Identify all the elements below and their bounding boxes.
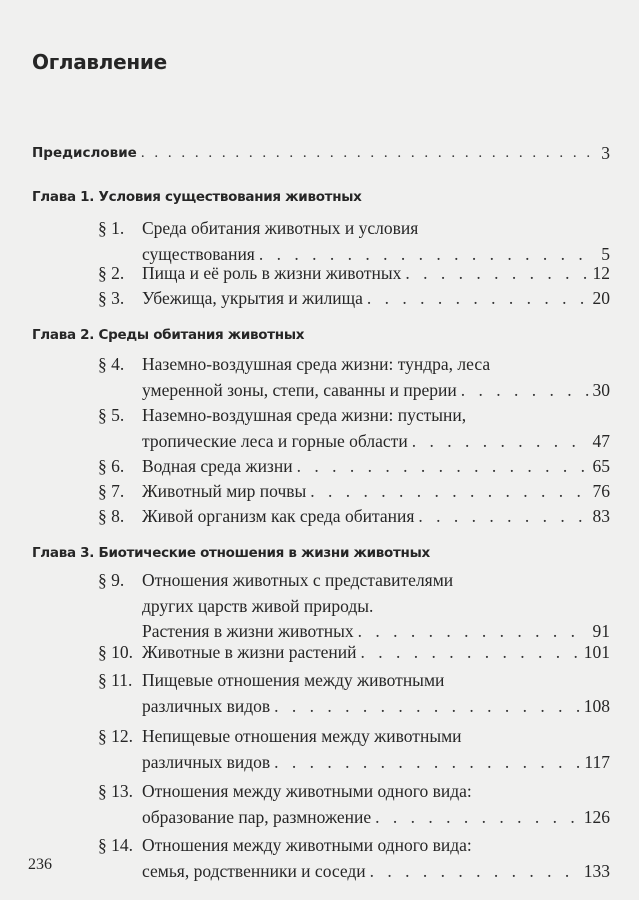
dot-leader <box>274 750 580 776</box>
chapter-heading: Глава 2. Среды обитания животных <box>32 327 305 343</box>
page-ref: 3 <box>601 143 610 163</box>
dot-leader <box>310 479 588 505</box>
page-number: 236 <box>28 856 52 873</box>
dot-leader <box>141 142 597 164</box>
section-title-line: семья, родственники и соседи <box>142 860 366 881</box>
page-ref: 20 <box>592 288 610 308</box>
toc-entry[interactable] <box>98 403 610 454</box>
section-title-line: Отношения между животными одного вида: <box>142 781 472 801</box>
page-ref: 133 <box>583 860 610 881</box>
toc-entry[interactable] <box>98 216 610 267</box>
toc-entry[interactable] <box>98 352 610 403</box>
toc-entry[interactable] <box>98 286 610 312</box>
section-title-line: умеренной зоны, степи, саванны и прерии <box>142 379 457 400</box>
chapter-heading: Глава 3. Биотические отношения в жизни животных <box>32 545 430 561</box>
section-number: § 8. <box>98 506 125 526</box>
section-number: § 13. <box>98 781 133 801</box>
toc-entry[interactable] <box>98 454 610 480</box>
dot-leader <box>297 454 589 480</box>
toc-entry[interactable] <box>98 640 610 666</box>
section-title-line: других царств живой природы. <box>142 595 374 616</box>
section-title-line: Отношения между животными одного вида: <box>142 835 472 855</box>
section-title-line: Наземно-воздушная среда жизни: пустыни, <box>142 405 467 425</box>
section-title-line: Водная среда жизни <box>142 456 293 476</box>
dot-leader <box>418 504 588 530</box>
toc-title: Оглавление <box>32 50 167 74</box>
dot-leader <box>367 286 589 312</box>
section-title-line: Пищевые отношения между животными <box>142 670 445 690</box>
page-ref: 117 <box>584 751 610 772</box>
section-title-line: Отношения животных с представителями <box>142 570 454 590</box>
page-ref: 30 <box>592 379 610 400</box>
section-number: § 5. <box>98 405 125 425</box>
section-title-line: Среда обитания животных и условия <box>142 218 419 238</box>
page-ref: 91 <box>592 621 610 641</box>
dot-leader <box>461 378 589 404</box>
section-title-line: существования <box>142 243 255 264</box>
page-ref: 101 <box>583 642 610 662</box>
page-ref: 65 <box>592 456 610 476</box>
section-number: § 3. <box>98 288 125 308</box>
dot-leader <box>405 261 588 287</box>
section-number: § 6. <box>98 456 125 476</box>
toc-entry[interactable] <box>98 261 610 287</box>
section-title-line: Пища и её роль в жизни животных <box>142 263 402 283</box>
section-title-line: Непищевые отношения между животными <box>142 726 462 746</box>
section-number: § 14. <box>98 835 133 855</box>
page-ref: 83 <box>592 506 610 526</box>
page-ref: 126 <box>583 806 610 827</box>
toc-entry[interactable] <box>98 724 610 775</box>
page-ref: 76 <box>592 481 610 501</box>
section-title-line: Наземно-воздушная среда жизни: тундра, леса <box>142 354 491 374</box>
toc-entry[interactable] <box>98 568 610 645</box>
toc-entry[interactable] <box>98 668 610 719</box>
section-title-line: Убежища, укрытия и жилища <box>142 288 363 308</box>
page-ref: 108 <box>583 695 610 716</box>
section-title-line: Животные в жизни растений <box>142 642 357 662</box>
toc-entry-preface[interactable] <box>32 142 610 164</box>
section-number: § 7. <box>98 481 125 501</box>
page-ref: 12 <box>592 263 610 283</box>
section-number: § 11. <box>98 670 133 690</box>
toc-entry[interactable] <box>98 779 610 830</box>
section-title-line: Растения в жизни животных <box>142 621 354 641</box>
preface-label: Предисловие <box>32 145 137 161</box>
section-title-line: тропические леса и горные области <box>142 430 408 451</box>
section-title-line: Живой организм как среда обитания <box>142 506 415 526</box>
section-number: § 2. <box>98 263 125 283</box>
section-number: § 9. <box>98 570 125 590</box>
toc-entry[interactable] <box>98 833 610 884</box>
chapter-heading: Глава 1. Условия существования животных <box>32 189 362 205</box>
section-title-line: различных видов <box>142 695 271 716</box>
dot-leader <box>375 805 580 831</box>
dot-leader <box>361 640 580 666</box>
section-number: § 4. <box>98 354 125 374</box>
page-ref: 47 <box>592 430 610 451</box>
dot-leader <box>370 859 580 885</box>
toc-entry[interactable] <box>98 479 610 505</box>
section-title-line: Животный мир почвы <box>142 481 307 501</box>
toc-entry[interactable] <box>98 504 610 530</box>
section-number: § 1. <box>98 218 125 238</box>
section-title-line: образование пар, размножение <box>142 806 372 827</box>
section-number: § 10. <box>98 642 133 662</box>
section-title-line: различных видов <box>142 751 271 772</box>
dot-leader <box>274 694 580 720</box>
section-number: § 12. <box>98 726 133 746</box>
dot-leader <box>412 429 589 455</box>
page-ref: 5 <box>601 243 610 264</box>
